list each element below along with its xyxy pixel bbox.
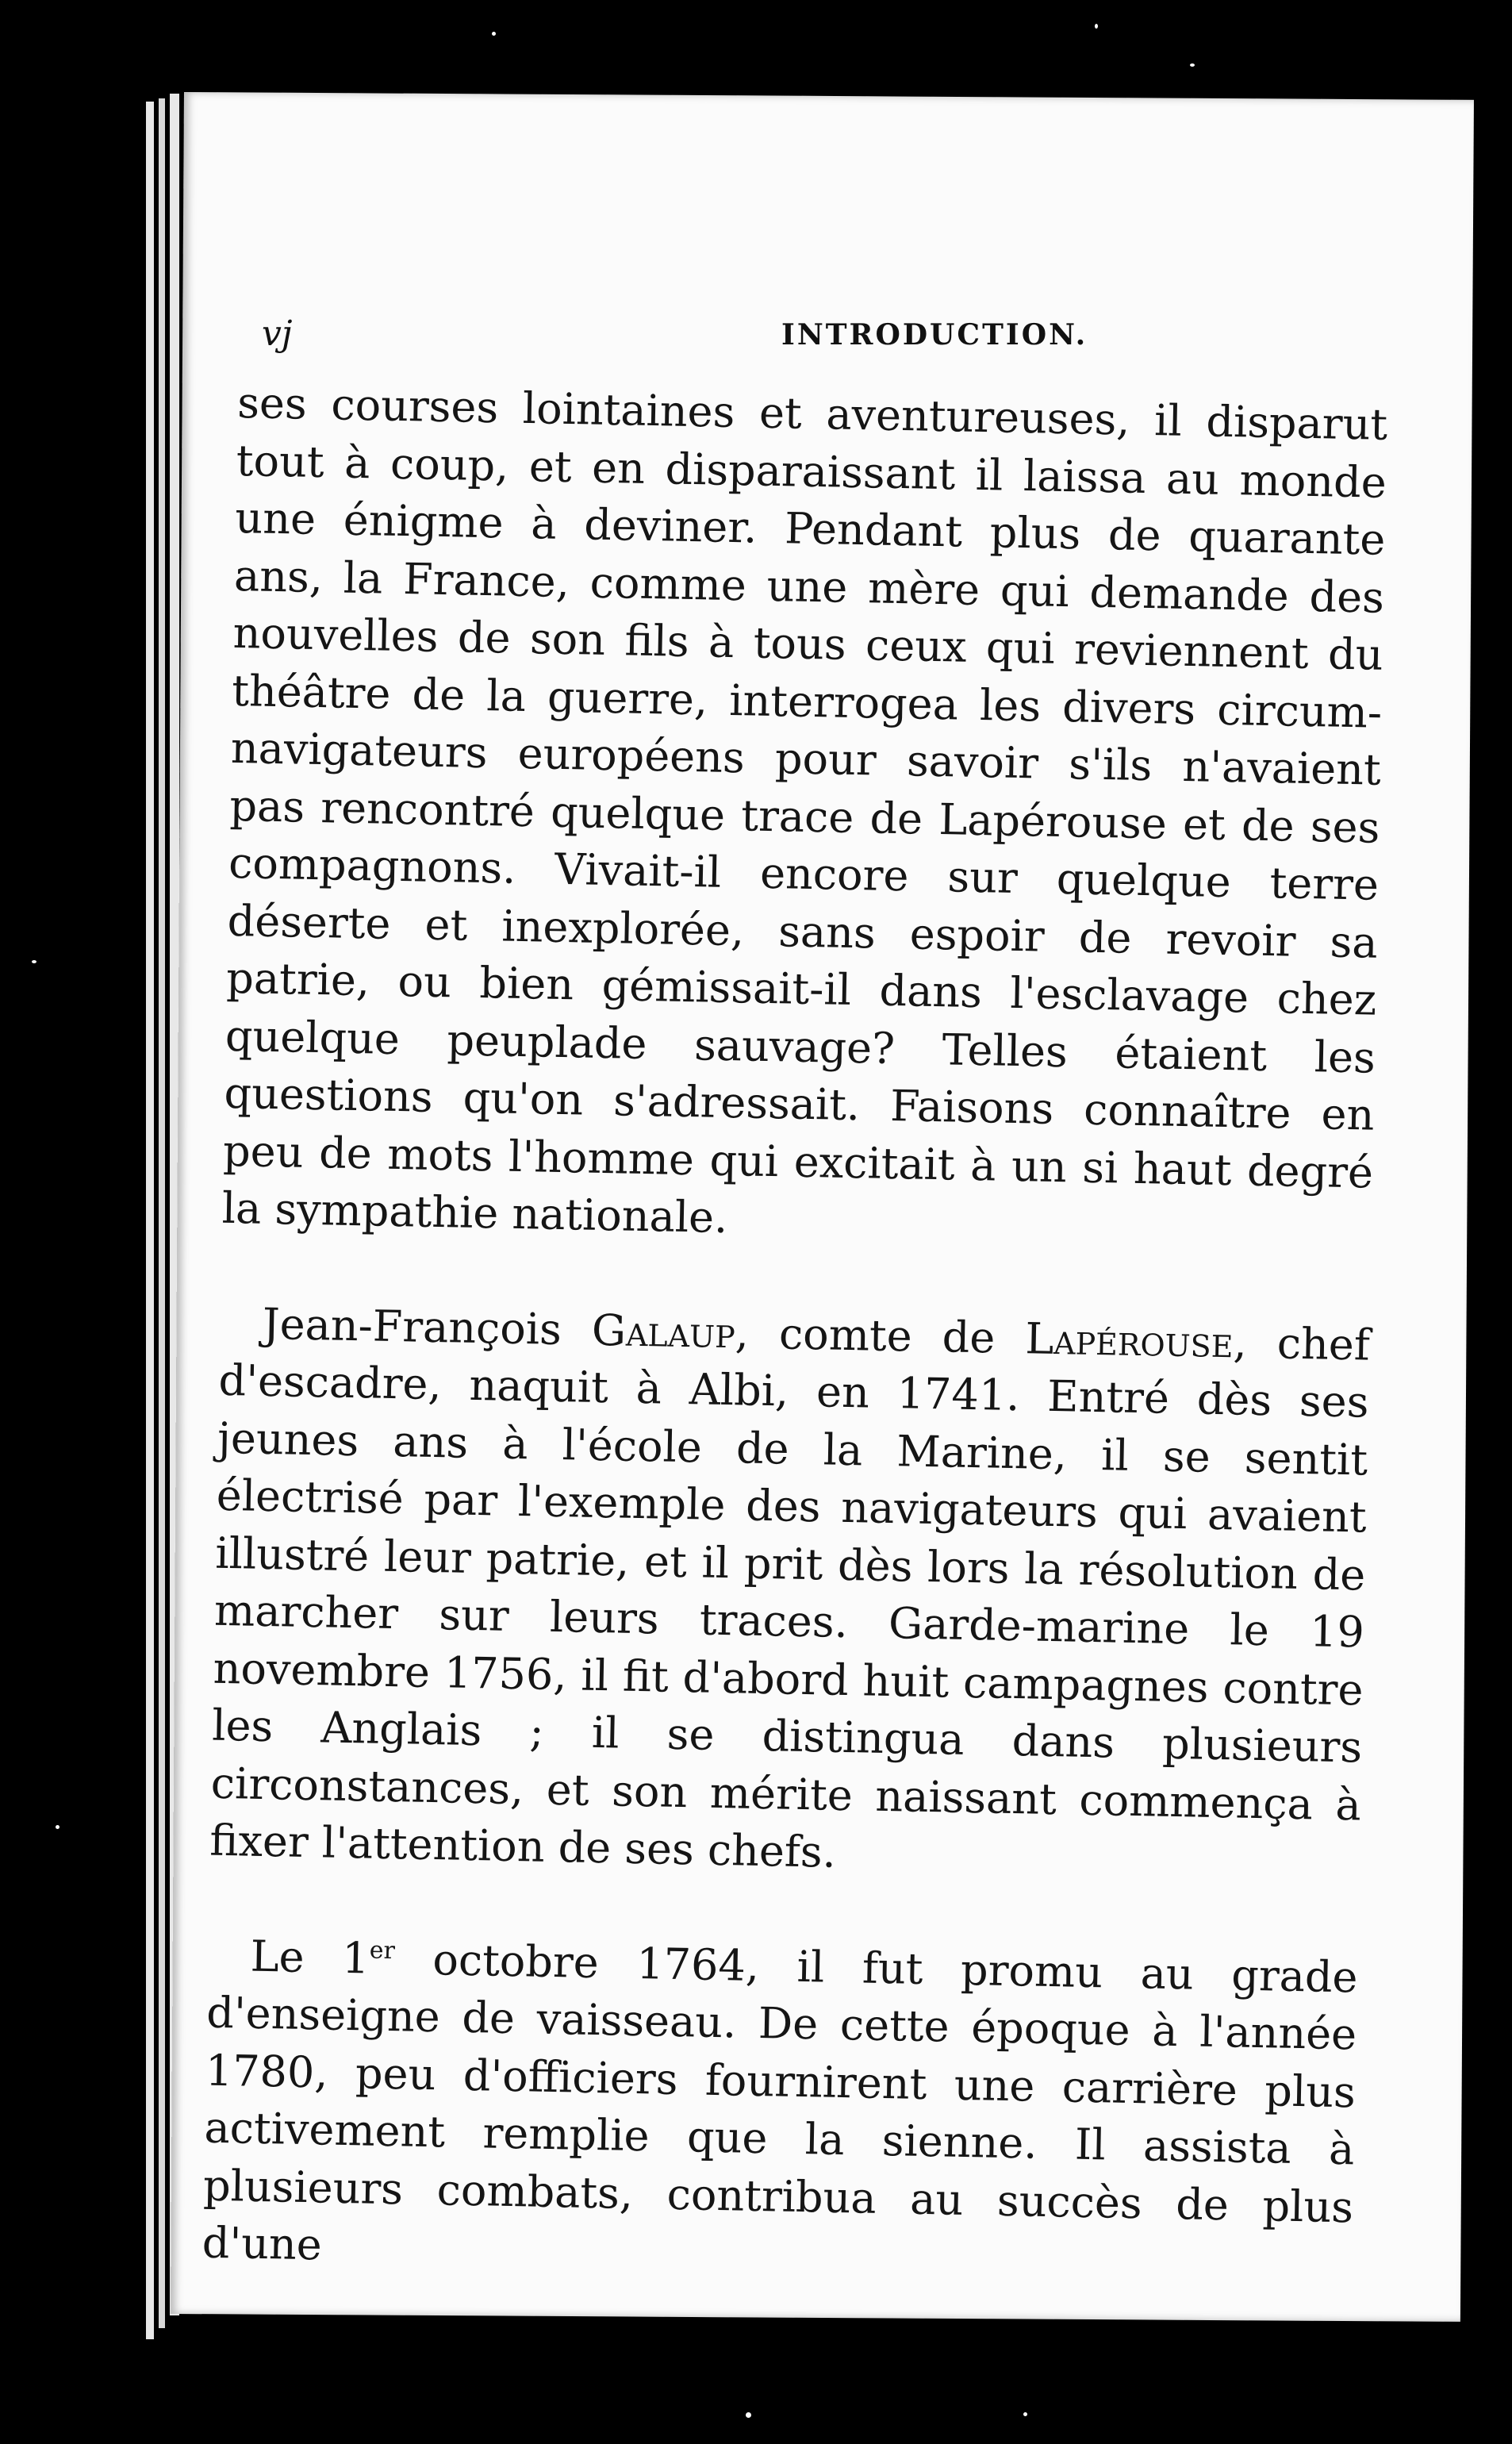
dust-speck — [32, 960, 36, 963]
surname-laperouse: Lapérouse — [1024, 1312, 1234, 1367]
page-edge — [146, 102, 154, 2339]
surname-galaup: Galaup — [591, 1305, 736, 1358]
running-title: INTRODUCTION. — [781, 318, 1088, 352]
dust-speck — [1023, 2412, 1027, 2416]
dust-speck — [1190, 63, 1195, 67]
page-body — [201, 375, 1388, 2294]
dust-speck — [1095, 24, 1098, 29]
dust-speck — [746, 2412, 751, 2418]
ordinal-superscript: er — [369, 1936, 396, 1965]
paragraph-3: Le 1er octobre 1764, il fut promu au grade d'enseigne de vaisseau. De cette époque à l'année 1780, peu d'officiers fournirent une carrière plus activement remplie que la sienne. Il assista à plusieurs combats, contribua au succès de plus d'une — [201, 1931, 1359, 2270]
dust-speck — [56, 1825, 59, 1829]
page-header — [262, 313, 1372, 361]
paragraph-2: Jean-François Galaup, comte de Lapérouse, chef d'escadre, naquit à Albi, en 1741. Entré dès ses jeunes ans à l'école de la Marine, il se sentit électrisé par l'exemple des navigateurs qui avaient illustré leur patrie, et il prit dès lors la résolution de marcher sur leurs traces. Garde-marine le 19 novembre 1756, il fit d'abord huit campagnes contre les Anglais ; il se distingua dans plusieurs circonstances, et son mérite naissant commença à fixer l'attention de ses chefs. — [209, 1298, 1371, 1877]
page-edge — [159, 98, 165, 2328]
dust-speck — [492, 32, 496, 36]
paragraph-1: ses courses lointaines et aventureuses, il disparut tout à coup, et en disparaissant il laissa au monde une énigme à deviner. Pendant plus de quarante ans, la France, comme une mère qui demande des nouvelles de son fils à tous ceux qui reviennent du théâtre de la guerre, interrogea les divers circum-navigateurs européens pour savoir s'ils n'avaient pas rencontré quelque trace de Lapérouse et de ses compagnons. Vivait-il encore sur quelque terre déserte et inexplorée, sans espoir de revoir sa patrie, ou bien gémissait-il dans l'esclavage chez quelque peuplade sauvage? Telles étaient les questions qu'on s'adressait. Faisons connaître en peu de mots l'homme qui excitait à un si haut degré la sympathie nationale. — [221, 377, 1388, 1243]
page-number: vj — [262, 313, 293, 354]
